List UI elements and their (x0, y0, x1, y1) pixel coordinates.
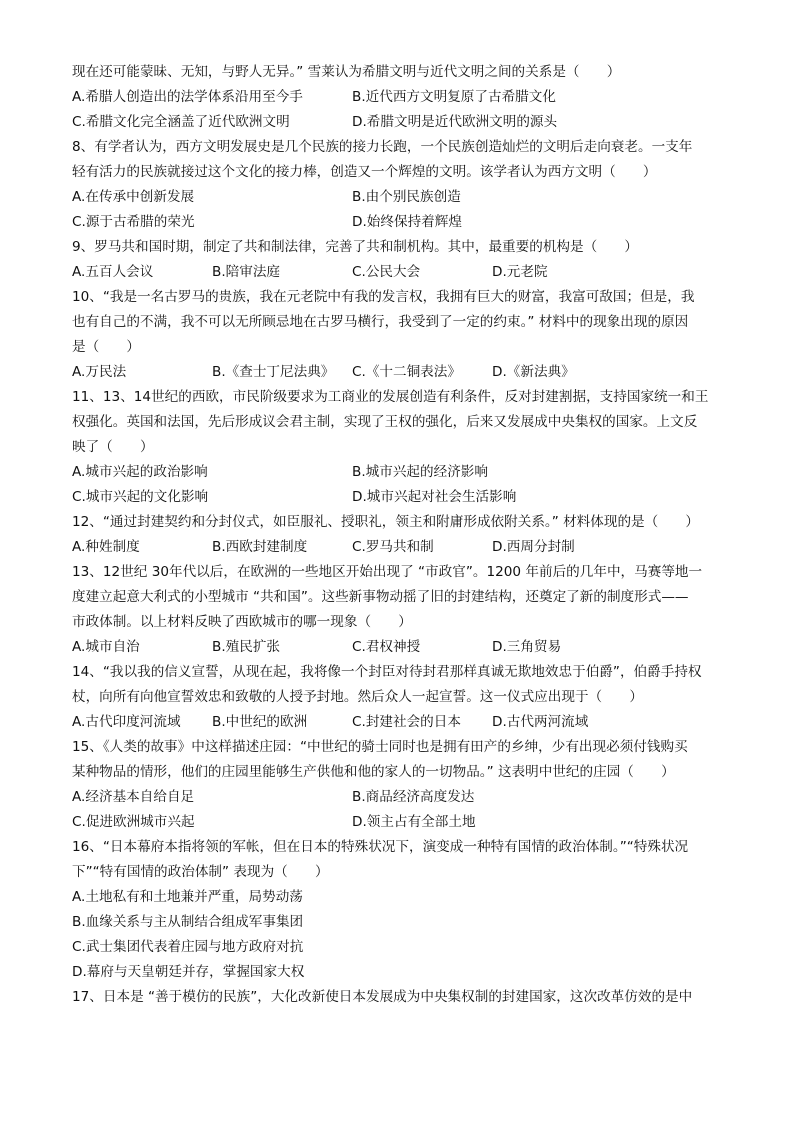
q7-option-d: D.希腊文明是近代欧洲文明的源头 (352, 114, 558, 130)
q13-stem-line: 13、12世纪 30年代以后，在欧洲的一些地区开始出现了 “市政官”。1200 年前后的几年中，马赛等地一 (72, 564, 703, 580)
q11-option-d: D.城市兴起对社会生活影响 (352, 489, 517, 505)
q13-options-row (72, 635, 722, 660)
q10-option-c: C.《十二铜表法》 (352, 364, 461, 380)
q15-options-row-1 (72, 785, 722, 810)
q7-stem-tail: 现在还可能蒙昧、无知，与野人无异。” 雪莱认为希腊文明与近代文明之间的关系是（ ） (72, 64, 621, 80)
q17-stem-line: 17、日本是 “善于模仿的民族”，大化改新使日本发展成为中央集权制的封建国家，这次改革仿效的是中 (72, 989, 693, 1005)
q15-option-a: A.经济基本自给自足 (72, 789, 195, 805)
q8-option-a: A.在传承中创新发展 (72, 189, 195, 205)
q7-options-row-2 (72, 110, 722, 135)
q7-options-row-1 (72, 85, 722, 110)
q15-stem-line: 某种物品的情形，他们的庄园里能够生产供他和他的家人的一切物品。” 这表明中世纪的庄园（ ） (72, 764, 675, 780)
q13-option-a: A.城市自治 (72, 639, 140, 655)
q9-options-row (72, 260, 722, 285)
q11-options-row-2 (72, 485, 722, 510)
q16-stem-line: 下”“特有国情的政治体制” 表现为（ ） (72, 864, 329, 880)
questions-body (72, 60, 722, 1010)
q11-stem-line: 11、13、14世纪的西欧，市民阶级要求为工商业的发展创造有利条件，反对封建割据，支持国家统一和王 (72, 389, 709, 405)
q15-option-d: D.领主占有全部土地 (352, 814, 476, 830)
q16-stem-line: 16、“日本幕府本指将领的军帐，但在日本的特殊状况下，演变成一种特有国情的政治体制。”“特殊状况 (72, 839, 689, 855)
q14-option-a: A.古代印度河流域 (72, 714, 181, 730)
q15-option-b: B.商品经济高度发达 (352, 789, 475, 805)
q10-stem-line: 10、“我是一名古罗马的贵族，我在元老院中有我的发言权，我拥有巨大的财富，我富可敌国；但是，我 (72, 289, 695, 305)
q8-options-row-2 (72, 210, 722, 235)
q10-stem-line: 也有自己的不满，我不可以无所顾忌地在古罗马横行，我受到了一定的约束。” 材料中的现象出现的原因 (72, 314, 689, 330)
q10-option-a: A.万民法 (72, 364, 127, 380)
q11-option-a: A.城市兴起的政治影响 (72, 464, 208, 480)
q9-option-b: B.陪审法庭 (212, 264, 281, 280)
q8-stem-line: 8、有学者认为，西方文明发展史是几个民族的接力长跑，一个民族创造灿烂的文明后走向衰老。一支年 (72, 139, 693, 155)
q11-stem-line: 映了（ ） (72, 439, 154, 455)
q8-options-row-1 (72, 185, 722, 210)
q9-option-d: D.元老院 (492, 264, 548, 280)
q7-option-b: B.近代西方文明复原了古希腊文化 (352, 89, 556, 105)
q11-options-row-1 (72, 460, 722, 485)
q10-option-b: B.《查士丁尼法典》 (212, 364, 335, 380)
q8-option-d: D.始终保持着辉煌 (352, 214, 462, 230)
q13-option-c: C.君权神授 (352, 639, 421, 655)
q9-stem-line: 9、罗马共和国时期，制定了共和制法律，完善了共和制机构。其中，最重要的机构是（ ） (72, 239, 638, 255)
q16-option-a: A.土地私有和土地兼并严重，局势动荡 (72, 889, 303, 905)
q12-option-b: B.西欧封建制度 (212, 539, 308, 555)
q16-option-d: D.幕府与天皇朝廷并存，掌握国家大权 (72, 964, 305, 980)
q9-option-c: C.公民大会 (352, 264, 421, 280)
q12-option-d: D.西周分封制 (492, 539, 575, 555)
q12-stem-line: 12、“通过封建契约和分封仪式，如臣服礼、授职礼，领主和附庸形成依附关系。” 材料体现的是（ ） (72, 514, 700, 530)
q13-stem-line: 市政体制。以上材料反映了西欧城市的哪一现象（ ） (72, 614, 412, 630)
q13-stem-line: 度建立起意大利式的小型城市 “共和国”。这些新事物动摇了旧的封建结构，还奠定了新的制度形式—— (72, 589, 689, 605)
q13-option-d: D.三角贸易 (492, 639, 562, 655)
q14-stem-line: 14、“我以我的信义宣誓，从现在起，我将像一个封臣对待封君那样真诚无欺地效忠于伯爵”，伯爵手持权 (72, 664, 702, 680)
q12-options-row (72, 535, 722, 560)
q11-stem-line: 权强化。英国和法国，先后形成议会君主制，实现了王权的强化，后来又发展成中央集权的国家。上文反 (72, 414, 698, 430)
q14-options-row (72, 710, 722, 735)
q8-option-c: C.源于古希腊的荣光 (72, 214, 195, 230)
q15-stem-line: 15、《人类的故事》中这样描述庄园：“中世纪的骑士同时也是拥有田产的乡绅，少有出现必须付钱购买 (72, 739, 688, 755)
q13-option-b: B.殖民扩张 (212, 639, 281, 655)
q14-option-c: C.封建社会的日本 (352, 714, 461, 730)
q10-stem-line: 是（ ） (72, 339, 140, 355)
q7-option-c: C.希腊文化完全涵盖了近代欧洲文明 (72, 114, 290, 130)
q16-option-c: C.武士集团代表着庄园与地方政府对抗 (72, 939, 304, 955)
q8-stem-line: 轻有活力的民族就接过这个文化的接力棒，创造又一个辉煌的文明。该学者认为西方文明（ ） (72, 164, 657, 180)
q9-option-a: A.五百人会议 (72, 264, 154, 280)
q12-option-a: A.种姓制度 (72, 539, 140, 555)
q12-option-c: C.罗马共和制 (352, 539, 434, 555)
q10-option-d: D.《新法典》 (492, 364, 575, 380)
q15-option-c: C.促进欧洲城市兴起 (72, 814, 195, 830)
q11-option-c: C.城市兴起的文化影响 (72, 489, 209, 505)
q11-option-b: B.城市兴起的经济影响 (352, 464, 488, 480)
q8-option-b: B.由个别民族创造 (352, 189, 461, 205)
q10-options-row (72, 360, 722, 385)
q16-option-b: B.血缘关系与主从制结合组成军事集团 (72, 914, 304, 930)
q15-options-row-2 (72, 810, 722, 835)
q14-stem-line: 杖，向所有向他宣誓效忠和致敬的人授予封地。然后众人一起宣誓。这一仪式应出现于（ ） (72, 689, 643, 705)
q7-option-a: A.希腊人创造出的法学体系沿用至今手 (72, 89, 303, 105)
q14-option-b: B.中世纪的欧洲 (212, 714, 308, 730)
q14-option-d: D.古代两河流域 (492, 714, 589, 730)
